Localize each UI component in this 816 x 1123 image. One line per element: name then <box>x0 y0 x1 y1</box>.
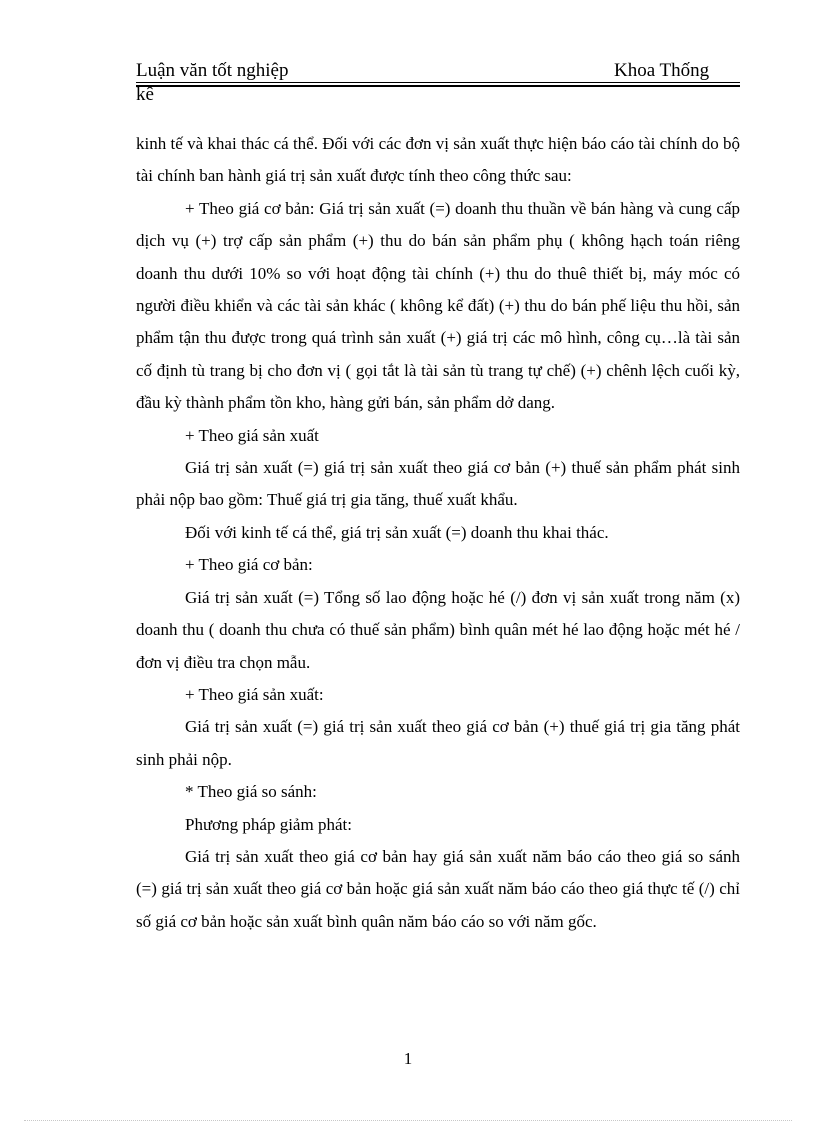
page-bottom-divider <box>24 1120 792 1121</box>
header-title-row <box>136 58 740 84</box>
header-faculty-name: Khoa Thống <box>614 60 710 81</box>
paragraph-intro: kinh tế và khai thác cá thể. Đối với các đơn vị sản xuất thực hiện báo cáo tài chính do bộ tài chính ban hành giá trị sản xuất được tính theo công thức sau: <box>136 134 740 186</box>
paragraph-producer-price-heading-2: + Theo giá sản xuất: <box>185 684 324 704</box>
header-thesis-title: Luận văn tốt nghiệp <box>136 60 289 81</box>
page-header <box>136 58 740 106</box>
header-rule-thin <box>136 82 740 83</box>
paragraph-basic-price-formula: + Theo giá cơ bản: Giá trị sản xuất (=) doanh thu thuần về bán hàng và cung cấp dịch vụ (+) trợ cấp sản phẩm (+) thu do bán sản phẩm phụ ( không hạch toán riêng doanh thu dưới 10% so với hoạt động tài chính (+) thu do thuê thiết bị, máy móc có người điều khiển và các tài sản khác ( không kể đất) (+) thu do bán phế liệu thu hồi, sản phẩm tận thu được trong quá trình sản xuất (+) giá trị các mô hình, công cụ…là tài sản cố định tù trang bị cho đơn vị ( gọi tắt là tài sản tù trang tự chế) (+) chênh lệch cuối kỳ, đầu kỳ thành phẩm tồn kho, hàng gửi bán, sản phẩm dở dang. <box>136 198 740 413</box>
page-number: 1 <box>403 1049 413 1068</box>
header-rule-thick <box>136 85 740 87</box>
paragraph-basic-price-heading: + Theo giá cơ bản: <box>185 555 313 575</box>
paragraph-comparable-price-heading: * Theo giá so sánh: <box>185 782 317 802</box>
header-faculty-continuation: kê <box>136 84 154 105</box>
paragraph-deflation-method-heading: Phương pháp giảm phát: <box>185 814 352 834</box>
paragraph-vat-formula: Giá trị sản xuất (=) giá trị sản xuất theo giá cơ bản (+) thuế giá trị gia tăng phát sinh phải nộp. <box>136 717 740 769</box>
paragraph-producer-price-heading: + Theo giá sản xuất <box>185 425 319 445</box>
paragraph-deflation-formula: Giá trị sản xuất theo giá cơ bản hay giá sản xuất năm báo cáo theo giá so sánh (=) giá trị sản xuất theo giá cơ bản hoặc giá sản xuất năm báo cáo theo giá thực tế (/) chỉ số giá cơ bản hoặc sản xuất bình quân năm báo cáo so với năm gốc. <box>136 846 740 931</box>
paragraph-labor-formula: Giá trị sản xuất (=) Tổng số lao động hoặc hé (/) đơn vị sản xuất trong năm (x) doanh thu ( doanh thu chưa có thuế sản phẩm) bình quân mét hé lao động hoặc mét hé / đơn vị điều tra chọn mẫu. <box>136 587 740 672</box>
paragraph-producer-price-formula: Giá trị sản xuất (=) giá trị sản xuất theo giá cơ bản (+) thuế sản phẩm phát sinh phải nộp bao gồm: Thuế giá trị gia tăng, thuế xuất khẩu. <box>136 458 740 510</box>
paragraph-individual-economy: Đối với kinh tế cá thể, giá trị sản xuất (=) doanh thu khai thác. <box>185 522 609 542</box>
document-body <box>136 128 740 938</box>
